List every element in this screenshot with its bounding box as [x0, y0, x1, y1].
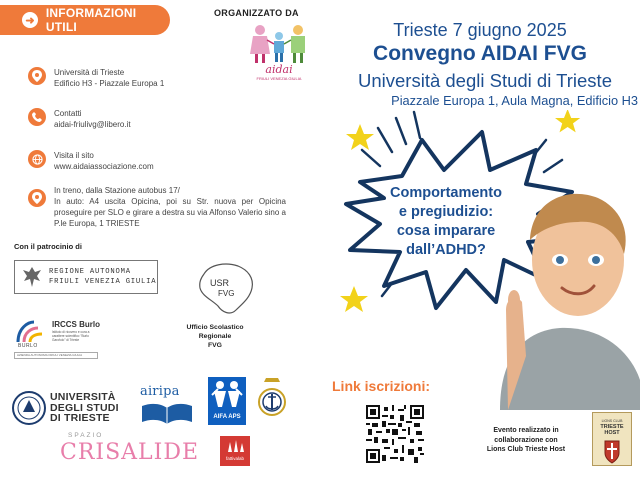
aidai-logo	[246, 22, 312, 80]
address-line-2: Edificio H3 - Piazzale Europa 1	[54, 79, 165, 88]
burlo-bottom-label: AZIENDA AUTONOMA FRIULI VENEZIA GIULIA	[14, 352, 98, 359]
event-date: Trieste 7 giugno 2025	[393, 20, 567, 40]
units-line-3: DI TRIESTE	[50, 412, 110, 424]
globe-icon	[28, 150, 46, 168]
crisalide-logo	[58, 432, 208, 472]
address-line-1: Università di Trieste	[54, 68, 125, 77]
note-line-2: collaborazione con	[494, 436, 558, 444]
star-icon	[340, 286, 368, 312]
contact-website	[28, 150, 154, 172]
patronage-title: Con il patrocinio di	[14, 242, 82, 251]
lions-club-logo	[592, 412, 632, 466]
contact-directions	[28, 185, 286, 229]
usr-label-line-2: Regionale	[198, 333, 232, 340]
lions-name-line-2: HOST	[604, 430, 620, 436]
fattivalab-text: fattivalab	[225, 456, 244, 461]
airipa-text: airipa	[140, 384, 180, 399]
aifa-figures-icon	[208, 377, 246, 413]
regione-fvg-logo	[14, 260, 158, 294]
note-line-3: Lions Club Trieste Host	[486, 446, 566, 453]
usr-label	[172, 323, 258, 350]
event-title: Convegno AIDAI FVG	[373, 42, 587, 65]
spazio-text: SPAZIO	[68, 432, 104, 439]
aidai-logo-text: aidai	[265, 63, 293, 76]
website-label: Visita il sito	[54, 151, 94, 160]
organizer-title: ORGANIZZATO DA	[214, 8, 299, 18]
usr-fvg-logo	[196, 260, 258, 318]
aifa-text: AIFA APS	[213, 414, 241, 420]
anchor-logo	[256, 376, 288, 424]
event-collaboration-note	[478, 426, 574, 455]
event-venue: Piazzale Europa 1, Aula Magna, Edificio H3	[391, 93, 638, 108]
lions-name	[593, 424, 631, 436]
aidai-logo-sub: FRIULI VENEZIA GIULIA	[256, 76, 302, 81]
units-line-1: UNIVERSITÀ	[50, 391, 116, 403]
usr-label-line-1: Ufficio Scolastico	[186, 324, 244, 331]
aifa-logo	[208, 377, 246, 425]
theme-line-3: cosa imparare	[396, 223, 496, 239]
eagle-icon	[21, 265, 43, 289]
crisalide-text: CRISALIDE	[60, 440, 200, 465]
burlo-name: IRCCS Burlo	[52, 320, 100, 329]
theme-line-2: e pregiudizio:	[398, 204, 494, 220]
registration-qr-code[interactable]	[366, 405, 424, 463]
regione-line-1: REGIONE AUTONOMA	[49, 268, 131, 276]
lions-crest-icon	[593, 439, 631, 465]
event-university: Università degli Studi di Trieste	[358, 70, 612, 91]
info-banner	[0, 5, 170, 35]
units-logo	[12, 390, 132, 428]
website-url[interactable]: www.aidaiassociazione.com	[54, 162, 154, 171]
airipa-logo	[138, 384, 198, 426]
usr-text: USR	[210, 278, 230, 288]
star-icon	[555, 110, 580, 132]
theme-line-1: Comportamento	[390, 185, 502, 201]
registration-label: Link iscrizioni:	[332, 378, 431, 394]
info-banner-label: INFORMAZIONI UTILI	[45, 6, 137, 34]
anchor-emblem-icon	[256, 376, 288, 424]
burlo-subtitle: Istituto di ricovero e cura a carattere scientifico "Burlo Garofolo" di Trieste	[52, 330, 90, 342]
lions-name-line-1: TRIESTE	[600, 424, 624, 430]
theme-line-4: dall’ADHD?	[406, 242, 486, 258]
location-pin-icon	[28, 189, 46, 207]
fattivalab-hands-icon	[220, 436, 250, 456]
email-address[interactable]: aidai-friulivg@libero.it	[54, 120, 131, 129]
contacts-label: Contatti	[54, 109, 82, 118]
usr-fvg-text: FVG	[218, 289, 235, 298]
university-seal-icon	[12, 390, 46, 426]
directions-train: In treno, dalla Stazione autobus 17/	[54, 186, 180, 195]
lions-top-text: LIONS CLUB	[601, 419, 623, 423]
location-pin-icon	[28, 67, 46, 85]
contact-address	[28, 67, 164, 89]
directions-car: In auto: A4 uscita Opicina, poi su Str. nuova per Opicina proseguire per SLO e girare a destra su via Alfonso Valerio sino a P.le Europa, 1 TRIESTE	[54, 197, 286, 228]
usr-region-map-icon	[196, 260, 258, 318]
contact-email	[28, 108, 131, 130]
usr-label-line-3: FVG	[208, 342, 222, 349]
open-book-icon	[138, 400, 196, 426]
aidai-children-icon	[246, 22, 312, 64]
regione-line-2: FRIULI VENEZIA GIULIA	[49, 278, 157, 286]
burlo-logo	[14, 318, 102, 360]
arrow-right-icon: ➜	[22, 12, 38, 28]
units-line-2: DEGLI STUDI	[50, 401, 119, 414]
burlo-word: BURLO	[18, 343, 38, 349]
phone-icon	[28, 108, 46, 126]
boy-illustration	[470, 180, 640, 410]
fattivalab-logo	[220, 436, 250, 466]
note-line-1: Evento realizzato in	[493, 427, 559, 434]
star-icon	[346, 124, 374, 150]
burlo-arcs-icon	[14, 318, 48, 346]
